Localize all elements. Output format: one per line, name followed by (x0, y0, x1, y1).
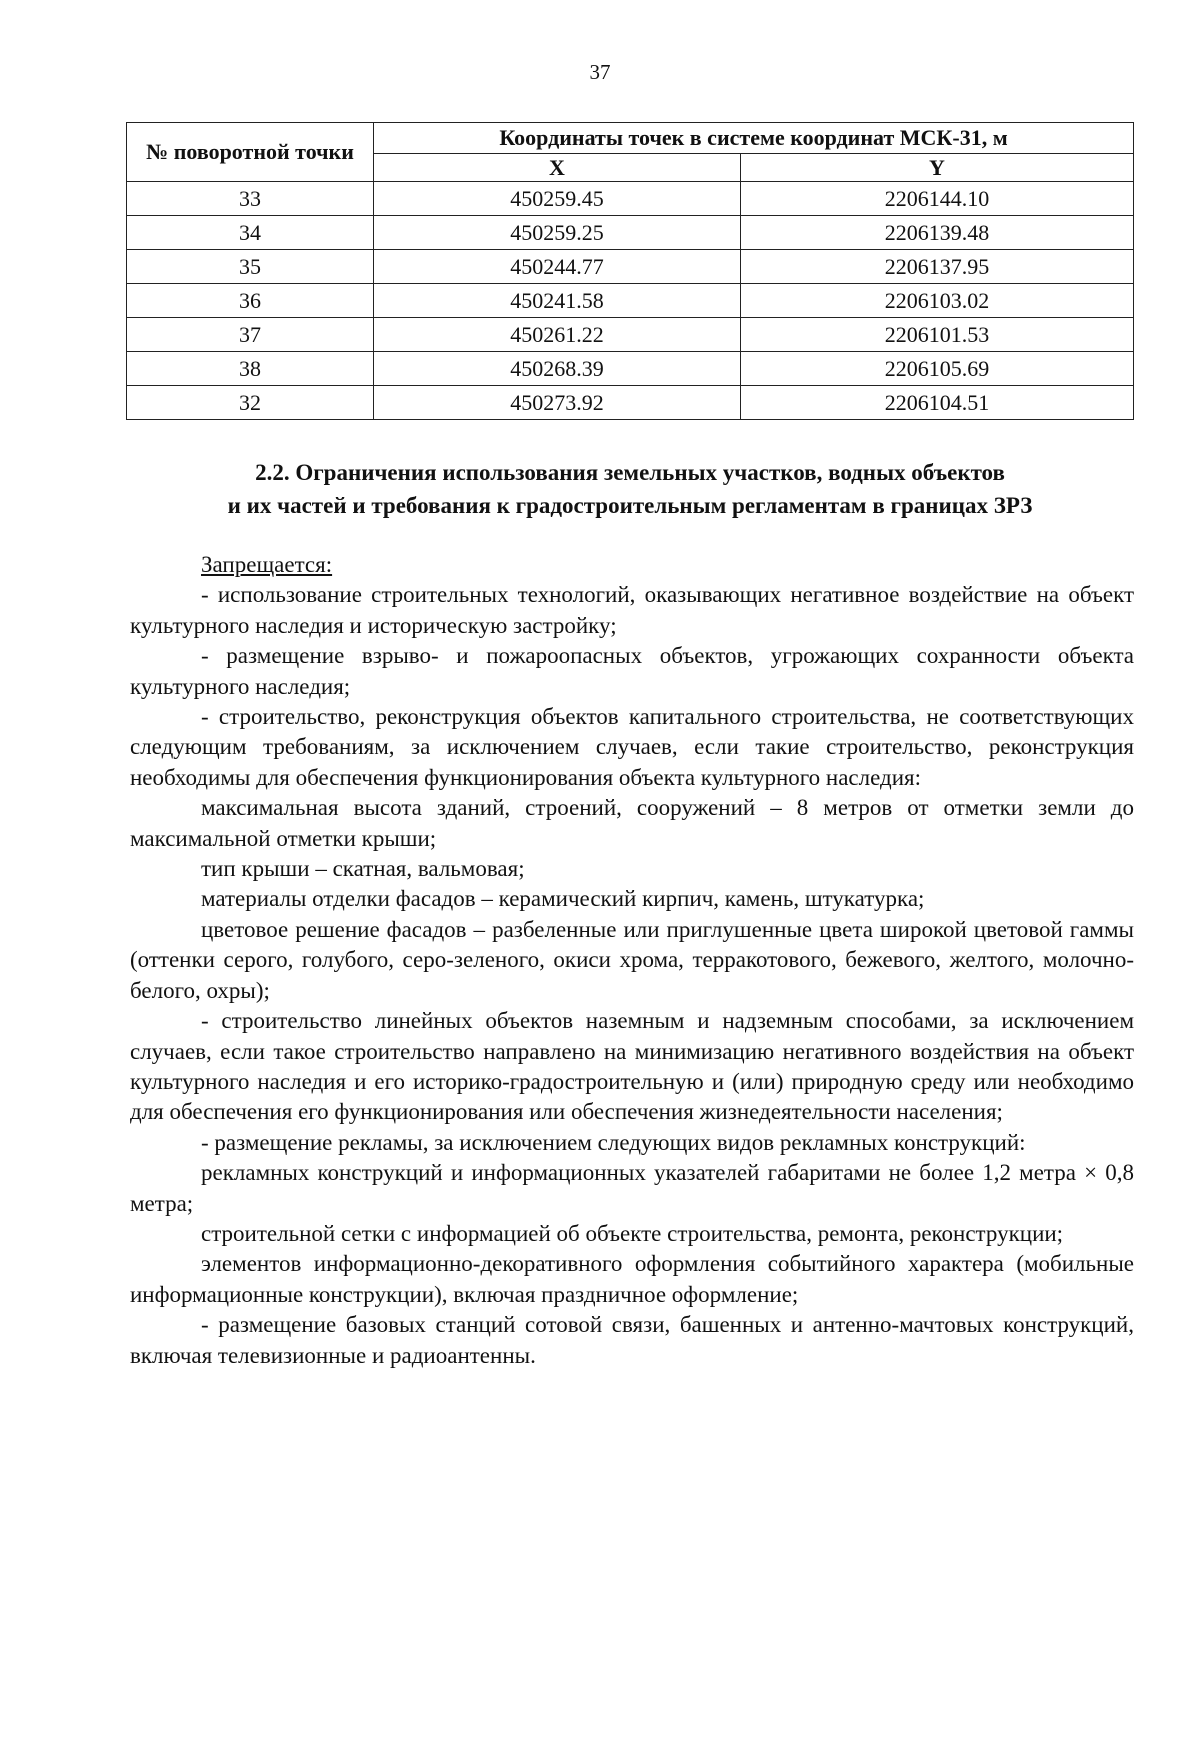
cell-y: 2206103.02 (741, 284, 1134, 318)
paragraph-12: элементов информационно-декоративного оформления событийного характера (мобильные информационные конструкции), включая праздничное оформление; (130, 1251, 1134, 1307)
cell-y: 2206144.10 (741, 182, 1134, 216)
paragraph-8: - строительство линейных объектов наземным и надземным способами, за исключением случаев, если такое строительство направлено на минимизацию негативного воздействия на объект культурного наследия и его историко-градостроительную и (или) природную среду или необходимо для обеспечения его функционирования или обеспечения жизнедеятельности населения; (130, 1008, 1134, 1125)
cell-y: 2206104.51 (741, 386, 1134, 420)
cell-n: 38 (127, 352, 374, 386)
table-row (127, 318, 1134, 352)
table-row (127, 284, 1134, 318)
cell-x: 450268.39 (374, 352, 741, 386)
paragraph-1: - использование строительных технологий, оказывающих негативное воздействие на объект культурного наследия и историческую застройку; (130, 582, 1134, 638)
header-coordinates: Координаты точек в системе координат МСК-31, м (374, 123, 1134, 154)
cell-n: 35 (127, 250, 374, 284)
table-row (127, 250, 1134, 284)
cell-x: 450261.22 (374, 318, 741, 352)
paragraph-11: строительной сетки с информацией об объекте строительства, ремонта, реконструкции; (201, 1220, 1064, 1246)
cell-y: 2206137.95 (741, 250, 1134, 284)
cell-n: 32 (127, 386, 374, 420)
cell-n: 34 (127, 216, 374, 250)
paragraph-9: - размещение рекламы, за исключением следующих видов рекламных конструкций: (201, 1129, 1026, 1155)
cell-n: 33 (127, 182, 374, 216)
section-title-line-2: и их частей и требования к градостроительным регламентам в границах ЗРЗ (227, 493, 1033, 518)
cell-n: 37 (127, 318, 374, 352)
table-row (127, 386, 1134, 420)
page-number: 37 (589, 60, 611, 84)
table-row (127, 352, 1134, 386)
paragraph-6: материалы отделки фасадов – керамический кирпич, камень, штукатурка; (201, 886, 925, 912)
cell-y: 2206101.53 (741, 318, 1134, 352)
cell-y: 2206105.69 (741, 352, 1134, 386)
cell-x: 450273.92 (374, 386, 741, 420)
paragraph-3: - строительство, реконструкция объектов капитального строительства, не соответствующих следующим требованиям, за исключением случаев, если такие строительство, реконструкция необходимы для обеспечения функционирования объекта культурного наследия: (130, 704, 1134, 790)
table-row (127, 216, 1134, 250)
prohibited-heading: Запрещается: (201, 552, 333, 577)
cell-x: 450259.45 (374, 182, 741, 216)
section-title-line-1: 2.2. Ограничения использования земельных участков, водных объектов (255, 460, 1005, 485)
coordinates-table (126, 122, 1134, 420)
paragraph-10: рекламных конструкций и информационных указателей габаритами не более 1,2 метра × 0,8 метра; (130, 1160, 1134, 1216)
header-point-number: № поворотной точки (127, 123, 374, 182)
cell-x: 450259.25 (374, 216, 741, 250)
section-title (126, 456, 1134, 522)
paragraph-2: - размещение взрыво- и пожароопасных объектов, угрожающих сохранности объекта культурного наследия; (130, 643, 1134, 699)
paragraph-4: максимальная высота зданий, строений, сооружений – 8 метров от отметки земли до максимальной отметки крыши; (130, 795, 1134, 851)
header-x: X (374, 154, 741, 182)
paragraph-13: - размещение базовых станций сотовой связи, башенных и антенно-мачтовых конструкций, включая телевизионные и радиоантенны. (130, 1312, 1134, 1368)
paragraph-7: цветовое решение фасадов – разбеленные или приглушенные цвета широкой цветовой гаммы (оттенки серого, голубого, серо-зеленого, окиси хрома, терракотового, бежевого, желтого, молочно-белого, охры); (130, 916, 1134, 1003)
table-row (127, 182, 1134, 216)
cell-n: 36 (127, 284, 374, 318)
cell-x: 450244.77 (374, 250, 741, 284)
body-text (130, 550, 1134, 1371)
cell-x: 450241.58 (374, 284, 741, 318)
cell-y: 2206139.48 (741, 216, 1134, 250)
header-y: Y (741, 154, 1134, 182)
paragraph-5: тип крыши – скатная, вальмовая; (201, 856, 525, 882)
